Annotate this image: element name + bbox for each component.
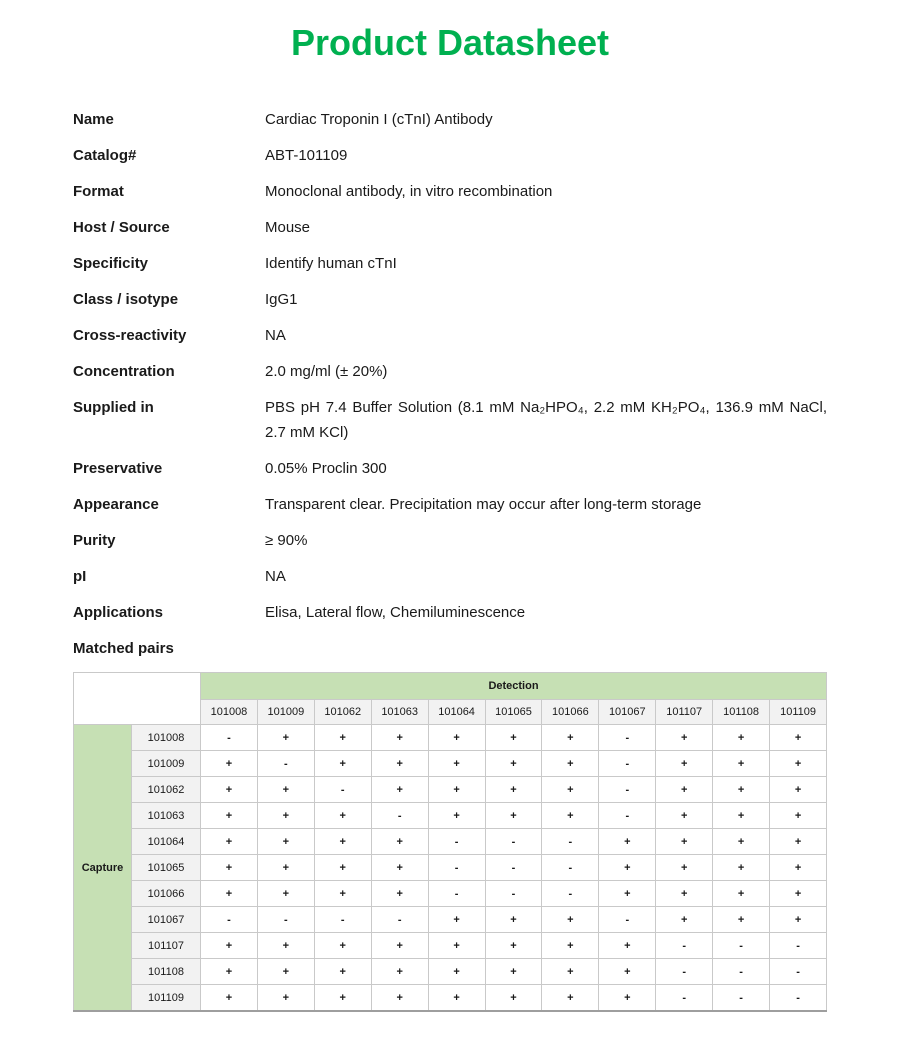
- matrix-cell: +: [542, 907, 599, 933]
- matrix-row: [74, 751, 827, 777]
- matrix-cell: +: [371, 959, 428, 985]
- capture-row-header: 101108: [132, 959, 201, 985]
- detection-col-header: 101065: [485, 700, 542, 725]
- matrix-cell: -: [713, 985, 770, 1011]
- capture-row-header: 101109: [132, 985, 201, 1011]
- matrix-cell: +: [770, 803, 827, 829]
- matrix-cell: +: [371, 855, 428, 881]
- field-row: [73, 600, 827, 625]
- capture-group-label: Capture: [74, 725, 132, 1011]
- matrix-cell: -: [485, 829, 542, 855]
- detection-col-header: 101066: [542, 700, 599, 725]
- field-row: [73, 179, 827, 204]
- matrix-cell: +: [542, 777, 599, 803]
- matrix-cell: -: [599, 803, 656, 829]
- field-label: Matched pairs: [73, 640, 174, 658]
- matrix-cell: +: [314, 985, 371, 1011]
- detection-col-header: 101107: [656, 700, 713, 725]
- matrix-cell: +: [371, 829, 428, 855]
- matrix-body: [74, 725, 827, 1011]
- field-value: Cardiac Troponin I (cTnI) Antibody: [265, 111, 493, 129]
- matrix-cell: +: [371, 725, 428, 751]
- matrix-cell: -: [713, 933, 770, 959]
- capture-row-header: 101107: [132, 933, 201, 959]
- field-value: ≥ 90%: [265, 532, 308, 550]
- field-label: Class / isotype: [73, 291, 179, 309]
- detection-header: Detection: [201, 673, 827, 700]
- matrix-cell: +: [314, 959, 371, 985]
- field-label: Format: [73, 183, 124, 201]
- matrix-cell: -: [542, 881, 599, 907]
- field-label: pI: [73, 568, 87, 586]
- matrix-cell: +: [656, 803, 713, 829]
- matrix-cell: +: [599, 959, 656, 985]
- matrix-cell: +: [428, 725, 485, 751]
- matrix-cell: -: [542, 855, 599, 881]
- field-value: NA: [265, 568, 286, 586]
- matrix-cell: +: [770, 829, 827, 855]
- matrix-cell: +: [201, 933, 258, 959]
- field-label: Cross-reactivity: [73, 327, 187, 345]
- matrix-cell: -: [257, 907, 314, 933]
- matrix-cell: +: [713, 751, 770, 777]
- matrix-cell: +: [713, 881, 770, 907]
- matrix-cell: +: [656, 725, 713, 751]
- field-label: Appearance: [73, 496, 159, 514]
- field-label: Supplied in: [73, 399, 154, 417]
- field-row: [73, 107, 827, 132]
- matrix-cell: +: [428, 907, 485, 933]
- matrix-cell: +: [485, 933, 542, 959]
- matrix-cell: +: [656, 907, 713, 933]
- capture-row-header: 101064: [132, 829, 201, 855]
- matrix-cell: +: [770, 777, 827, 803]
- matrix-cell: -: [656, 985, 713, 1011]
- field-value: NA: [265, 327, 286, 345]
- matrix-row: [74, 985, 827, 1011]
- matrix-cell: +: [257, 855, 314, 881]
- matrix-cell: +: [542, 751, 599, 777]
- field-label: Host / Source: [73, 219, 170, 237]
- matrix-cell: +: [201, 803, 258, 829]
- field-value: IgG1: [265, 291, 298, 309]
- matrix-cell: +: [599, 985, 656, 1011]
- matrix-cell: -: [599, 907, 656, 933]
- matrix-cell: +: [428, 751, 485, 777]
- field-row: [73, 215, 827, 240]
- matched-pairs-table: [73, 672, 827, 1012]
- matrix-row: [74, 959, 827, 985]
- matrix-cell: +: [371, 751, 428, 777]
- matrix-cell: +: [770, 725, 827, 751]
- matrix-cell: -: [201, 907, 258, 933]
- matrix-cell: +: [428, 985, 485, 1011]
- matrix-cell: +: [314, 881, 371, 907]
- matrix-cell: -: [656, 959, 713, 985]
- matrix-cell: -: [599, 751, 656, 777]
- matrix-cell: +: [257, 881, 314, 907]
- matrix-cell: +: [656, 855, 713, 881]
- field-row: [73, 287, 827, 312]
- matrix-cell: +: [770, 881, 827, 907]
- matrix-cell: -: [599, 725, 656, 751]
- detection-col-header: 101062: [314, 700, 371, 725]
- field-row: [73, 636, 827, 661]
- matrix-cell: +: [257, 803, 314, 829]
- matrix-cell: +: [314, 829, 371, 855]
- matrix-cell: -: [314, 907, 371, 933]
- detection-col-header: 101064: [428, 700, 485, 725]
- matrix-row: [74, 829, 827, 855]
- field-label: Catalog#: [73, 147, 137, 165]
- matrix-cell: -: [428, 881, 485, 907]
- matrix-cell: +: [428, 933, 485, 959]
- matrix-cell: +: [599, 881, 656, 907]
- matrix-cell: +: [314, 725, 371, 751]
- matrix-cell: -: [428, 829, 485, 855]
- matrix-cell: -: [201, 725, 258, 751]
- matrix-cell: +: [542, 985, 599, 1011]
- matrix-cell: +: [656, 829, 713, 855]
- matrix-cell: +: [713, 725, 770, 751]
- matrix-cell: -: [542, 829, 599, 855]
- matrix-cell: -: [428, 855, 485, 881]
- matrix-cell: +: [599, 933, 656, 959]
- matrix-cell: +: [371, 777, 428, 803]
- matrix-cell: +: [371, 933, 428, 959]
- field-row: [73, 323, 827, 348]
- capture-row-header: 101066: [132, 881, 201, 907]
- field-value: Elisa, Lateral flow, Chemiluminescence: [265, 604, 526, 622]
- matrix-cell: -: [599, 777, 656, 803]
- matrix-cell: +: [257, 985, 314, 1011]
- field-label: Applications: [73, 604, 164, 622]
- matrix-cell: +: [542, 803, 599, 829]
- matrix-cell: -: [485, 881, 542, 907]
- matrix-cell: +: [314, 803, 371, 829]
- capture-row-header: 101065: [132, 855, 201, 881]
- field-label: Purity: [73, 532, 116, 550]
- capture-row-header: 101063: [132, 803, 201, 829]
- matrix-cell: +: [201, 855, 258, 881]
- field-value: 2.0 mg/ml (± 20%): [265, 363, 388, 381]
- matrix-cell: +: [257, 777, 314, 803]
- field-label: Concentration: [73, 363, 175, 381]
- matrix-cell: +: [201, 777, 258, 803]
- matrix-cell: -: [257, 751, 314, 777]
- matrix-cell: +: [257, 933, 314, 959]
- field-value: PBS pH 7.4 Buffer Solution (8.1 mM Na₂HPO₄, 2.2 mM KH₂PO₄, 136.9 mM NaCl, 2.7 mM KCl): [265, 399, 827, 442]
- matrix-cell: +: [314, 751, 371, 777]
- matrix-row: [74, 803, 827, 829]
- matrix-cell: -: [485, 855, 542, 881]
- capture-row-header: 101009: [132, 751, 201, 777]
- matrix-cell: +: [713, 907, 770, 933]
- field-label: Preservative: [73, 460, 163, 478]
- matrix-cell: +: [656, 881, 713, 907]
- matrix-cell: +: [428, 959, 485, 985]
- detection-col-header: 101109: [770, 700, 827, 725]
- matrix-cell: +: [542, 725, 599, 751]
- matrix-cell: -: [656, 933, 713, 959]
- matrix-cell: +: [371, 985, 428, 1011]
- matrix-cell: -: [770, 959, 827, 985]
- matrix-cell: -: [371, 907, 428, 933]
- field-label: Specificity: [73, 255, 149, 273]
- field-value: [265, 636, 827, 661]
- matrix-cell: +: [485, 907, 542, 933]
- matrix-cell: +: [542, 959, 599, 985]
- matrix-cell: -: [770, 933, 827, 959]
- matrix-row: [74, 881, 827, 907]
- matrix-cell: +: [599, 829, 656, 855]
- matrix-cell: +: [201, 829, 258, 855]
- matrix-cell: +: [542, 933, 599, 959]
- fields-list: [73, 107, 827, 661]
- matrix-row: [74, 725, 827, 751]
- matrix-cell: +: [314, 933, 371, 959]
- matrix-row: [74, 933, 827, 959]
- field-row: [73, 528, 827, 553]
- matrix-cell: +: [485, 751, 542, 777]
- matrix-cell: +: [770, 855, 827, 881]
- detection-col-header: 101063: [371, 700, 428, 725]
- matrix-cell: +: [257, 829, 314, 855]
- field-row: [73, 456, 827, 481]
- capture-row-header: 101067: [132, 907, 201, 933]
- matrix-cell: +: [713, 829, 770, 855]
- matrix-cell: +: [485, 959, 542, 985]
- matrix-cell: +: [257, 959, 314, 985]
- detection-col-header: 101008: [201, 700, 258, 725]
- field-row: [73, 251, 827, 276]
- matrix-cell: +: [314, 855, 371, 881]
- field-row: [73, 143, 827, 168]
- matrix-cell: +: [770, 907, 827, 933]
- matrix-cell: +: [485, 725, 542, 751]
- matrix-cell: +: [713, 777, 770, 803]
- matrix-cell: +: [485, 985, 542, 1011]
- matrix-cell: +: [656, 751, 713, 777]
- field-row: [73, 395, 827, 445]
- matrix-cell: +: [656, 777, 713, 803]
- matrix-cell: +: [201, 881, 258, 907]
- field-row: [73, 492, 827, 517]
- page-title: Product Datasheet: [290, 22, 610, 63]
- matrix-row: [74, 855, 827, 881]
- detection-col-header: 101108: [713, 700, 770, 725]
- matrix-cell: +: [371, 881, 428, 907]
- matrix-row: [74, 907, 827, 933]
- matrix-cell: +: [599, 855, 656, 881]
- detection-header-row: [74, 673, 827, 700]
- matrix-cell: -: [713, 959, 770, 985]
- matrix-cell: +: [485, 777, 542, 803]
- field-value: Mouse: [265, 219, 311, 237]
- corner-cell: [74, 673, 201, 725]
- matrix-cell: +: [428, 803, 485, 829]
- field-value: Transparent clear. Precipitation may occur after long-term storage: [265, 496, 702, 514]
- matrix-cell: +: [201, 751, 258, 777]
- matrix-cell: +: [713, 855, 770, 881]
- matrix-cell: -: [371, 803, 428, 829]
- field-value: ABT-101109: [265, 147, 348, 165]
- field-value: 0.05% Proclin 300: [265, 460, 387, 478]
- matrix-cell: +: [257, 725, 314, 751]
- matrix-cell: +: [713, 803, 770, 829]
- matrix-cell: +: [201, 985, 258, 1011]
- matrix-cell: -: [770, 985, 827, 1011]
- capture-row-header: 101008: [132, 725, 201, 751]
- capture-row-header: 101062: [132, 777, 201, 803]
- matrix-cell: -: [314, 777, 371, 803]
- field-row: [73, 359, 827, 384]
- content-area: [73, 0, 827, 1012]
- field-value: Identify human cTnI: [265, 255, 397, 273]
- matrix-row: [74, 777, 827, 803]
- matrix-cell: +: [770, 751, 827, 777]
- matrix-cell: +: [201, 959, 258, 985]
- matrix-cell: +: [428, 777, 485, 803]
- field-label: Name: [73, 111, 114, 129]
- field-row: [73, 564, 827, 589]
- matrix-cell: +: [485, 803, 542, 829]
- field-value: Monoclonal antibody, in vitro recombination: [265, 183, 553, 201]
- detection-col-header: 101067: [599, 700, 656, 725]
- detection-col-header: 101009: [257, 700, 314, 725]
